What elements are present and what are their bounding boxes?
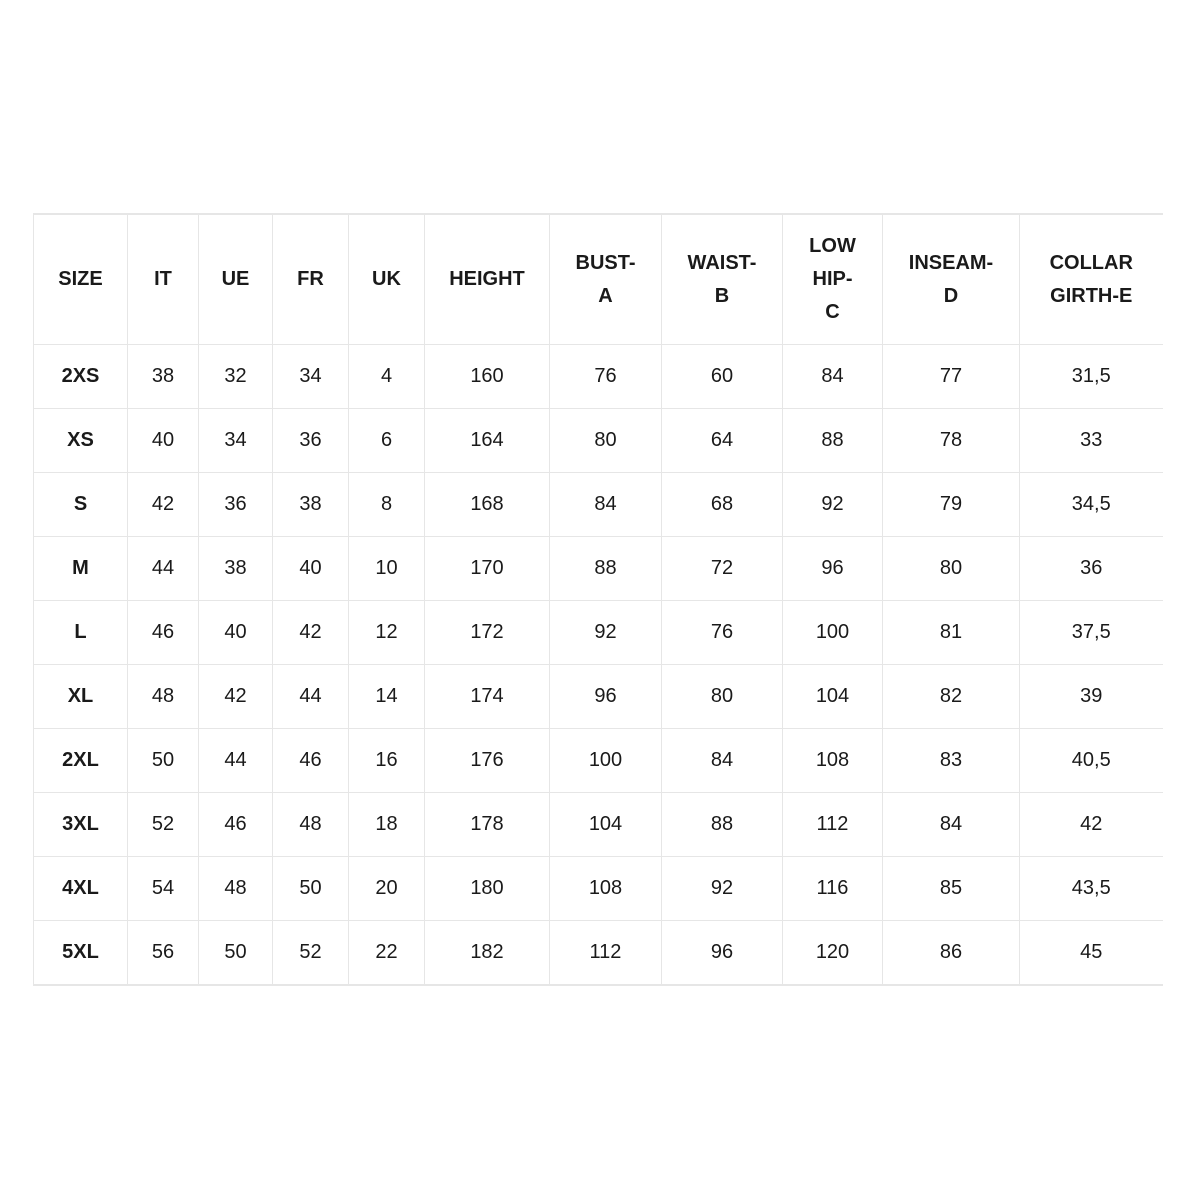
cell-uk: 6 [349,409,425,473]
cell-inseam: 78 [883,409,1020,473]
cell-collar-girth: 42 [1020,793,1163,857]
cell-waist: 64 [662,409,783,473]
cell-it: 42 [128,473,199,537]
header-fr [273,214,349,345]
cell-size: 2XL [34,729,128,793]
cell-fr: 52 [273,921,349,986]
cell-waist: 84 [662,729,783,793]
header-label-line: B [714,284,730,307]
cell-uk: 4 [349,345,425,409]
cell-collar-girth: 36 [1020,537,1163,601]
cell-height: 182 [425,921,550,986]
cell-low-hip: 112 [783,793,883,857]
cell-inseam: 85 [883,857,1020,921]
cell-waist: 88 [662,793,783,857]
cell-height: 174 [425,665,550,729]
cell-ue: 36 [199,473,273,537]
cell-inseam: 83 [883,729,1020,793]
cell-collar-girth: 33 [1020,409,1163,473]
cell-waist: 72 [662,537,783,601]
cell-it: 52 [128,793,199,857]
table-row [34,857,1163,921]
cell-fr: 34 [273,345,349,409]
cell-it: 48 [128,665,199,729]
cell-uk: 8 [349,473,425,537]
header-it [128,214,199,345]
cell-fr: 36 [273,409,349,473]
table-body [34,345,1163,986]
cell-low-hip: 108 [783,729,883,793]
table-row [34,409,1163,473]
cell-inseam: 86 [883,921,1020,986]
cell-size: XS [34,409,128,473]
cell-bust: 112 [550,921,662,986]
cell-bust: 96 [550,665,662,729]
cell-waist: 80 [662,665,783,729]
cell-low-hip: 104 [783,665,883,729]
cell-size: M [34,537,128,601]
cell-height: 180 [425,857,550,921]
header-row [34,214,1163,345]
header-label-line: BUST- [575,251,636,274]
cell-collar-girth: 43,5 [1020,857,1163,921]
cell-size: XL [34,665,128,729]
header-inseam [883,214,1020,345]
cell-height: 176 [425,729,550,793]
cell-ue: 50 [199,921,273,986]
cell-size: 4XL [34,857,128,921]
header-size [34,214,128,345]
cell-uk: 14 [349,665,425,729]
header-label-line: LOW [809,235,856,257]
cell-size: L [34,601,128,665]
cell-fr: 48 [273,793,349,857]
table-row [34,473,1163,537]
cell-ue: 46 [199,793,273,857]
header-label: FR [297,268,324,290]
cell-size: 3XL [34,793,128,857]
cell-ue: 38 [199,537,273,601]
header-label: HEIGHT [449,268,525,290]
cell-low-hip: 84 [783,345,883,409]
cell-height: 170 [425,537,550,601]
cell-inseam: 80 [883,537,1020,601]
header-label-line: C [825,301,840,323]
cell-inseam: 84 [883,793,1020,857]
cell-low-hip: 100 [783,601,883,665]
cell-height: 178 [425,793,550,857]
cell-waist: 96 [662,921,783,986]
header-uk [349,214,425,345]
table-row [34,345,1163,409]
cell-inseam: 79 [883,473,1020,537]
cell-fr: 40 [273,537,349,601]
cell-it: 40 [128,409,199,473]
cell-bust: 100 [550,729,662,793]
cell-ue: 48 [199,857,273,921]
cell-it: 50 [128,729,199,793]
cell-it: 46 [128,601,199,665]
table-row [34,601,1163,665]
table-row [34,793,1163,857]
cell-fr: 44 [273,665,349,729]
cell-size: 2XS [34,345,128,409]
header-label-line: COLLAR [1049,251,1133,274]
table-row [34,921,1163,986]
cell-collar-girth: 31,5 [1020,345,1163,409]
cell-uk: 22 [349,921,425,986]
cell-low-hip: 96 [783,537,883,601]
cell-waist: 92 [662,857,783,921]
cell-low-hip: 88 [783,409,883,473]
cell-collar-girth: 39 [1020,665,1163,729]
cell-uk: 18 [349,793,425,857]
cell-ue: 40 [199,601,273,665]
cell-waist: 68 [662,473,783,537]
cell-inseam: 77 [883,345,1020,409]
header-label-line: INSEAM- [908,251,994,274]
cell-collar-girth: 40,5 [1020,729,1163,793]
header-collar-girth [1020,214,1163,345]
cell-size: S [34,473,128,537]
cell-low-hip: 120 [783,921,883,986]
header-label-line: A [598,284,613,307]
size-chart-table [33,213,1163,986]
cell-fr: 42 [273,601,349,665]
cell-it: 38 [128,345,199,409]
table-row [34,729,1163,793]
cell-ue: 34 [199,409,273,473]
header-low-hip [783,214,883,345]
cell-collar-girth: 34,5 [1020,473,1163,537]
cell-uk: 16 [349,729,425,793]
header-label: SIZE [58,268,103,290]
table-row [34,665,1163,729]
cell-height: 168 [425,473,550,537]
cell-it: 54 [128,857,199,921]
table-row [34,537,1163,601]
header-bust [550,214,662,345]
cell-bust: 80 [550,409,662,473]
cell-bust: 92 [550,601,662,665]
cell-waist: 60 [662,345,783,409]
header-label-line: D [943,284,959,307]
cell-bust: 88 [550,537,662,601]
cell-it: 56 [128,921,199,986]
cell-size: 5XL [34,921,128,986]
cell-inseam: 82 [883,665,1020,729]
cell-bust: 104 [550,793,662,857]
cell-low-hip: 92 [783,473,883,537]
cell-low-hip: 116 [783,857,883,921]
header-label-line: WAIST- [687,251,757,274]
cell-waist: 76 [662,601,783,665]
cell-fr: 50 [273,857,349,921]
cell-bust: 84 [550,473,662,537]
header-label-line: HIP- [812,268,853,290]
header-ue [199,214,273,345]
cell-uk: 12 [349,601,425,665]
header-label: UK [372,268,401,290]
header-height [425,214,550,345]
cell-collar-girth: 45 [1020,921,1163,986]
cell-uk: 10 [349,537,425,601]
header-label-line: GIRTH-E [1050,284,1133,307]
cell-height: 164 [425,409,550,473]
cell-fr: 38 [273,473,349,537]
cell-it: 44 [128,537,199,601]
header-label: UE [221,268,250,290]
cell-inseam: 81 [883,601,1020,665]
cell-height: 160 [425,345,550,409]
cell-ue: 44 [199,729,273,793]
header-label: IT [154,268,172,290]
cell-height: 172 [425,601,550,665]
cell-fr: 46 [273,729,349,793]
cell-bust: 76 [550,345,662,409]
cell-bust: 108 [550,857,662,921]
cell-ue: 42 [199,665,273,729]
cell-ue: 32 [199,345,273,409]
header-waist [662,214,783,345]
cell-collar-girth: 37,5 [1020,601,1163,665]
cell-uk: 20 [349,857,425,921]
table-header [34,214,1163,345]
